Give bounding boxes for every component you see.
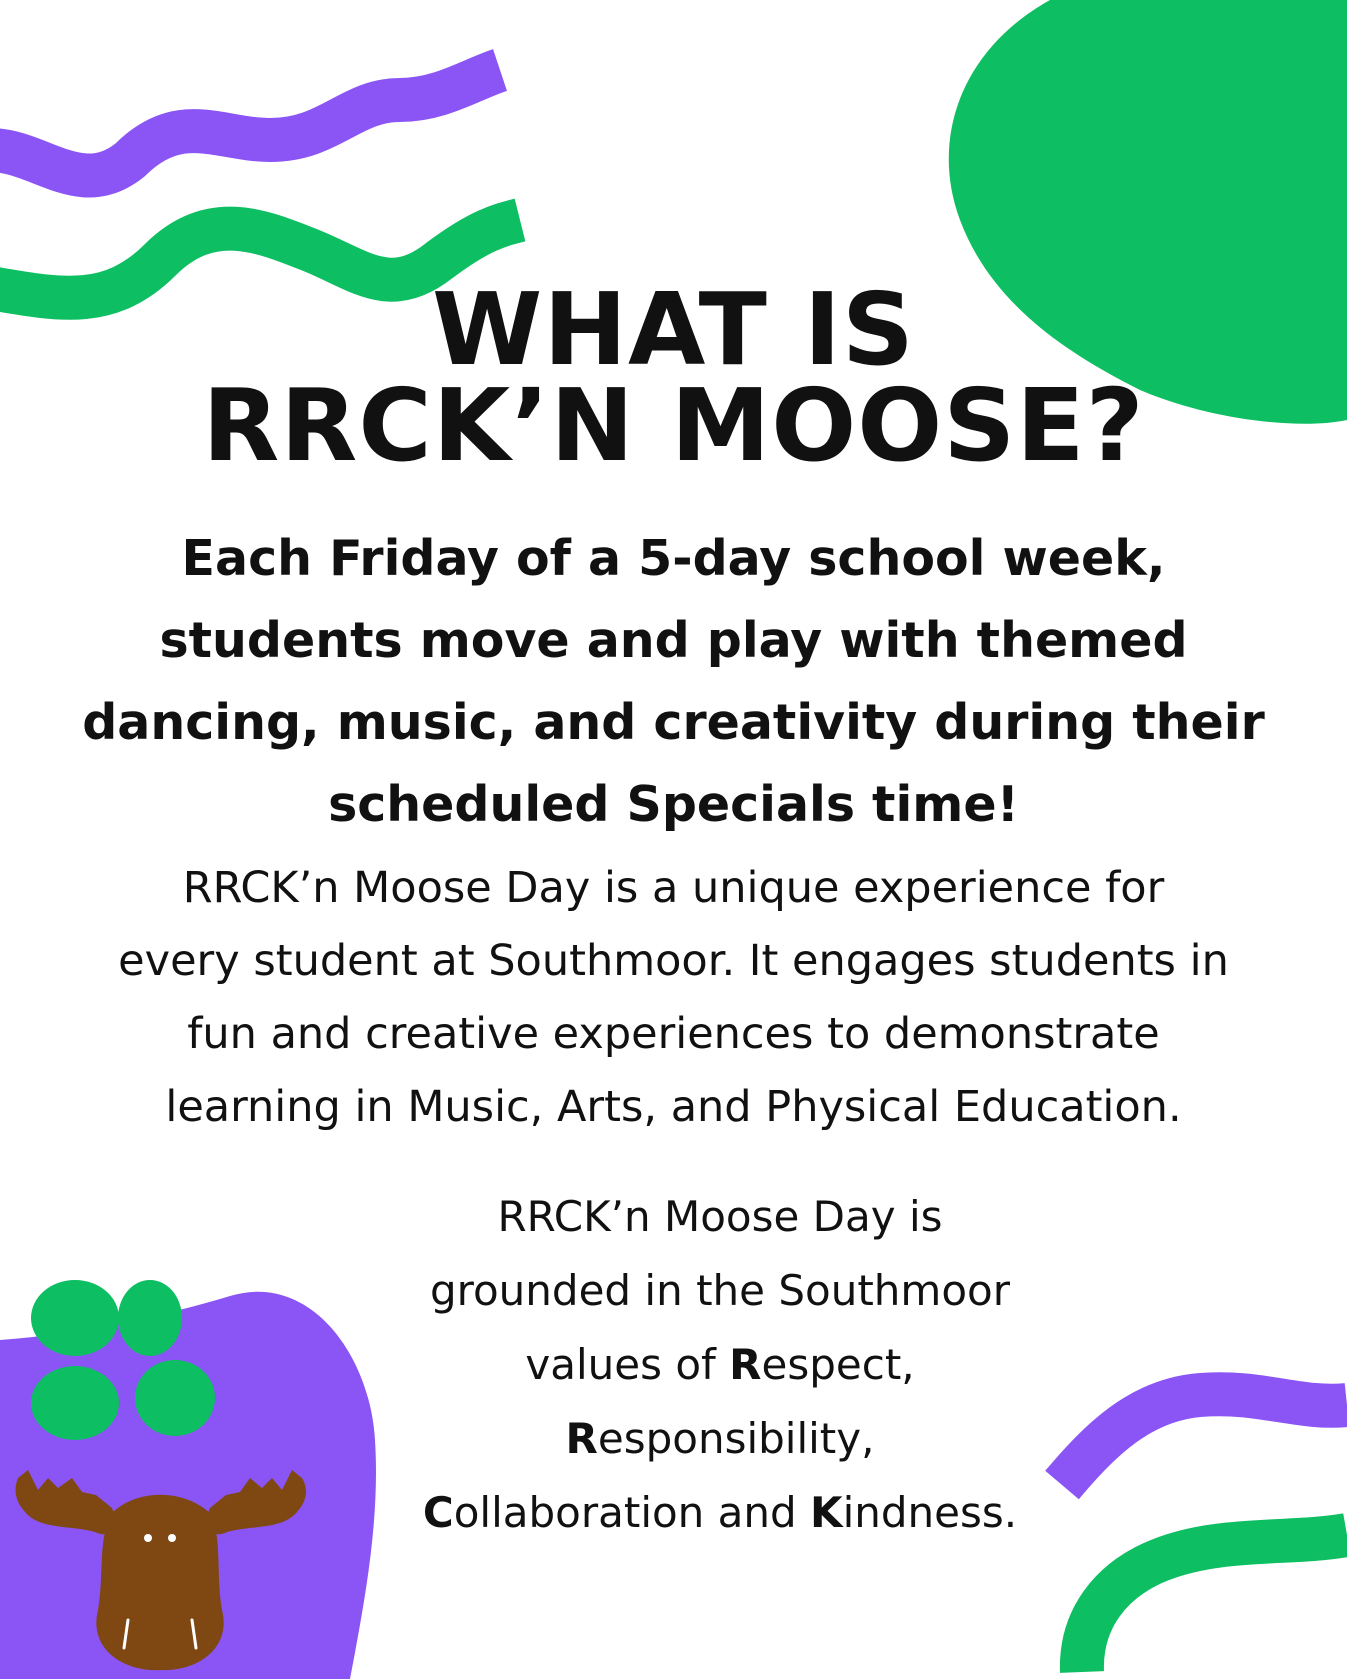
kindness-initial: K bbox=[810, 1488, 843, 1537]
purple-wave-bottom-right bbox=[1062, 1394, 1347, 1485]
description-line: every student at Southmoor. It engages students in bbox=[118, 936, 1229, 986]
description-line: fun and creative experiences to demonstrate bbox=[187, 1009, 1160, 1059]
purple-wave-top-left bbox=[0, 70, 500, 176]
kindness-rest: indness. bbox=[842, 1488, 1018, 1537]
lead-paragraph bbox=[40, 518, 1307, 846]
green-dot bbox=[118, 1280, 182, 1356]
lead-line: students move and play with themed bbox=[159, 612, 1188, 669]
page-title bbox=[0, 271, 1347, 484]
values-line: values of bbox=[525, 1340, 730, 1389]
green-dot bbox=[31, 1280, 119, 1356]
values-line: RRCK’n Moose Day is bbox=[497, 1192, 943, 1241]
moose-eye bbox=[144, 1534, 152, 1542]
title-line: RRCK’N MOOSE? bbox=[202, 367, 1145, 484]
respect-rest: espect, bbox=[761, 1340, 915, 1389]
description-paragraph bbox=[30, 852, 1317, 1144]
respect-initial: R bbox=[729, 1340, 762, 1389]
responsibility-initial: R bbox=[565, 1414, 598, 1463]
description-line: RRCK’n Moose Day is a unique experience for bbox=[182, 863, 1165, 913]
responsibility-rest: esponsibility, bbox=[597, 1414, 875, 1463]
moose-eye bbox=[168, 1534, 176, 1542]
green-dot bbox=[31, 1366, 119, 1440]
lead-line: scheduled Specials time! bbox=[328, 776, 1019, 833]
lead-line: dancing, music, and creativity during their bbox=[82, 694, 1265, 751]
description-line: learning in Music, Arts, and Physical Education. bbox=[165, 1082, 1182, 1132]
green-wave-bottom-right bbox=[1082, 1535, 1347, 1672]
collaboration-initial: C bbox=[422, 1488, 454, 1537]
collaboration-rest: ollaboration and bbox=[453, 1488, 811, 1537]
values-paragraph bbox=[360, 1180, 1080, 1550]
lead-line: Each Friday of a 5-day school week, bbox=[181, 530, 1166, 587]
values-line: grounded in the Southmoor bbox=[429, 1266, 1010, 1315]
title-line: WHAT IS bbox=[432, 271, 915, 388]
green-dot bbox=[135, 1360, 215, 1436]
